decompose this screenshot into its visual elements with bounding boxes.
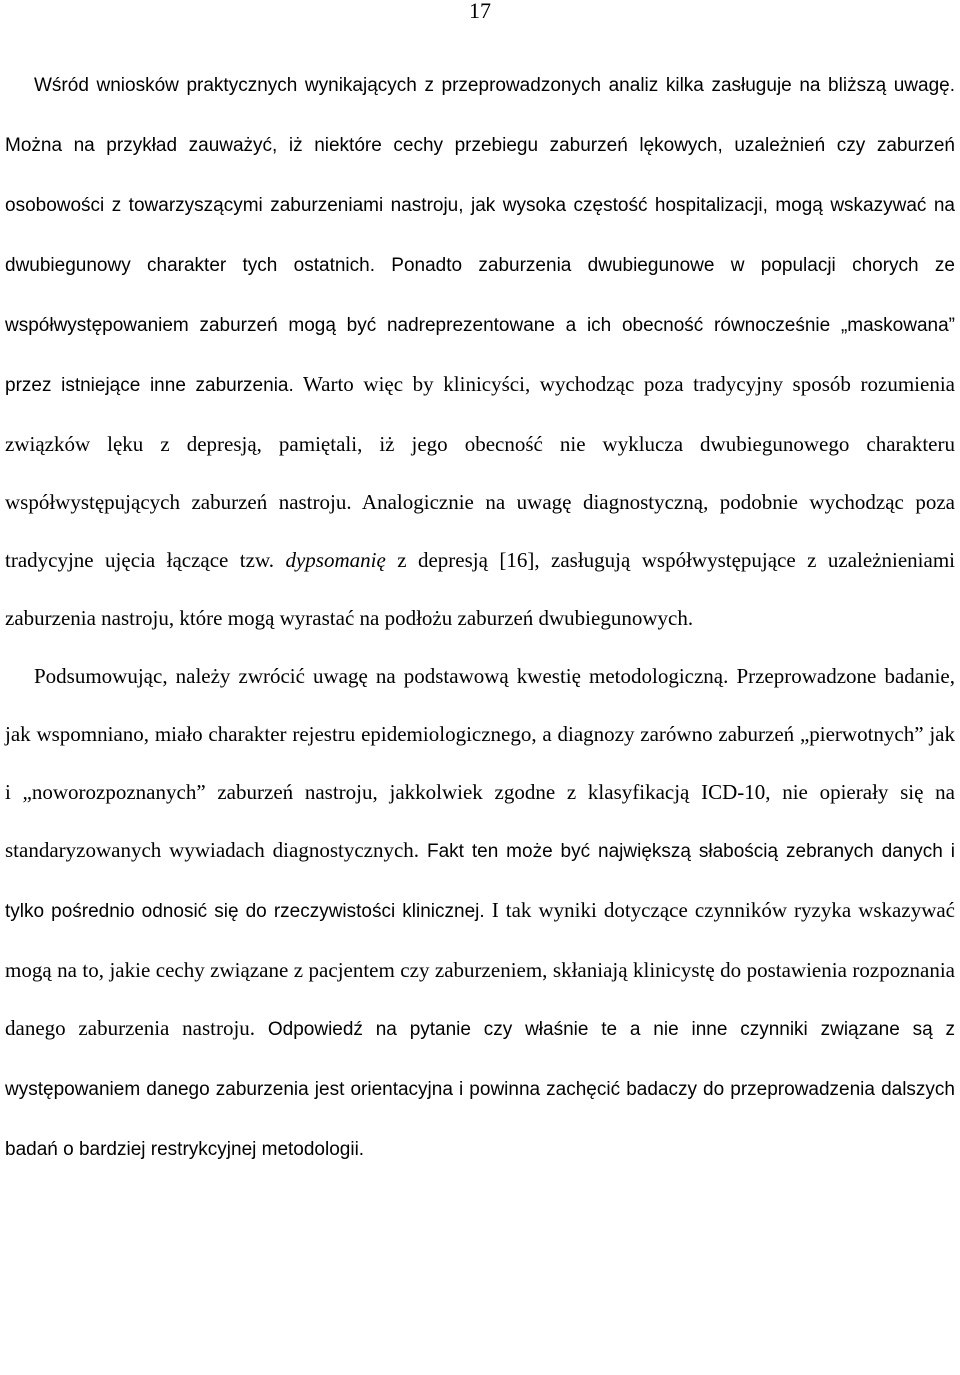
paragraph-text-segment: Warto więc by klinicyści, wychodząc poza tradycyjny sposób rozumienia związków lęku z depresją, pamiętali, iż jego obecność nie wyklucza dwubiegunowego charakteru współwystępujących zaburzeń nastroju. [5, 372, 955, 514]
paragraph-text-segment: I tak wyniki dotyczące czynników ryzyka wskazywać mogą na to, jakie cechy związane z pacjentem czy zaburzeniem, skłaniają klinicystę do postawienia rozpoznania danego zaburzenia nastroju. [5, 898, 956, 1040]
paragraph-text-segment: Analogicznie na uwagę diagnostyczną, podobnie wychodząc poza tradycyjne ujęcia łączące tzw. [5, 490, 955, 572]
paragraph-text-segment: Wśród wniosków praktycznych wynikających z przeprowadzonych analiz kilka zasługuje na bliższą uwagę. Można na przykład zauważyć, iż niektóre cechy przebiegu zaburzeń lękowych, uzależnień czy zaburzeń osobowości z towarzyszącymi zaburzeniami nastroju, jak wysoka częstość hospitalizacji, mogą wskazywać na dwubiegunowy charakter tych ostatnich. Ponadto zaburzenia dwubiegunowe w populacji chorych ze współwystępowaniem zaburzeń mogą być nadreprezentowane a ich obecność równocześnie „maskowana” przez istniejące inne zaburzenia. [5, 75, 955, 396]
italic-term: dypsomanię [285, 548, 386, 572]
paragraph-text-segment: Podsumowując, należy zwrócić uwagę na podstawową kwestię metodologiczną. Przeprowadzone badanie, jak wspomniano, miało charakter rejestru epidemiologicznego, a diagnozy zarówno zaburzeń „pierwotnych” jak i „noworozpoznanych” zaburzeń nastroju, jakkolwiek zgodne z klasyfikacją ICD-10, nie opierały się na standaryzowanych wywiadach diagnostycznych. [5, 664, 955, 862]
paragraph-text-segment: Fakt ten może być największą słabością zebranych danych i tylko pośrednio odnosić się do rzeczywistości klinicznej. [5, 841, 955, 922]
paragraph-text-segment: z depresją [16], zasługują współwystępujące z uzależnieniami zaburzenia nastroju, które mogą wyrastać na podłożu zaburzeń dwubiegunowych. [5, 548, 955, 630]
paragraph-methodology [5, 647, 955, 1179]
page-number: 17 [469, 0, 491, 23]
paragraph-conclusions [5, 55, 955, 647]
document-body [5, 55, 955, 1179]
paragraph-text-segment: Odpowiedź na pytanie czy właśnie te a nie inne czynniki związane są z występowaniem danego zaburzenia jest orientacyjna i powinna zachęcić badaczy do przeprowadzenia dalszych badań o bardziej restrykcyjnej metodologii. [5, 1019, 955, 1160]
